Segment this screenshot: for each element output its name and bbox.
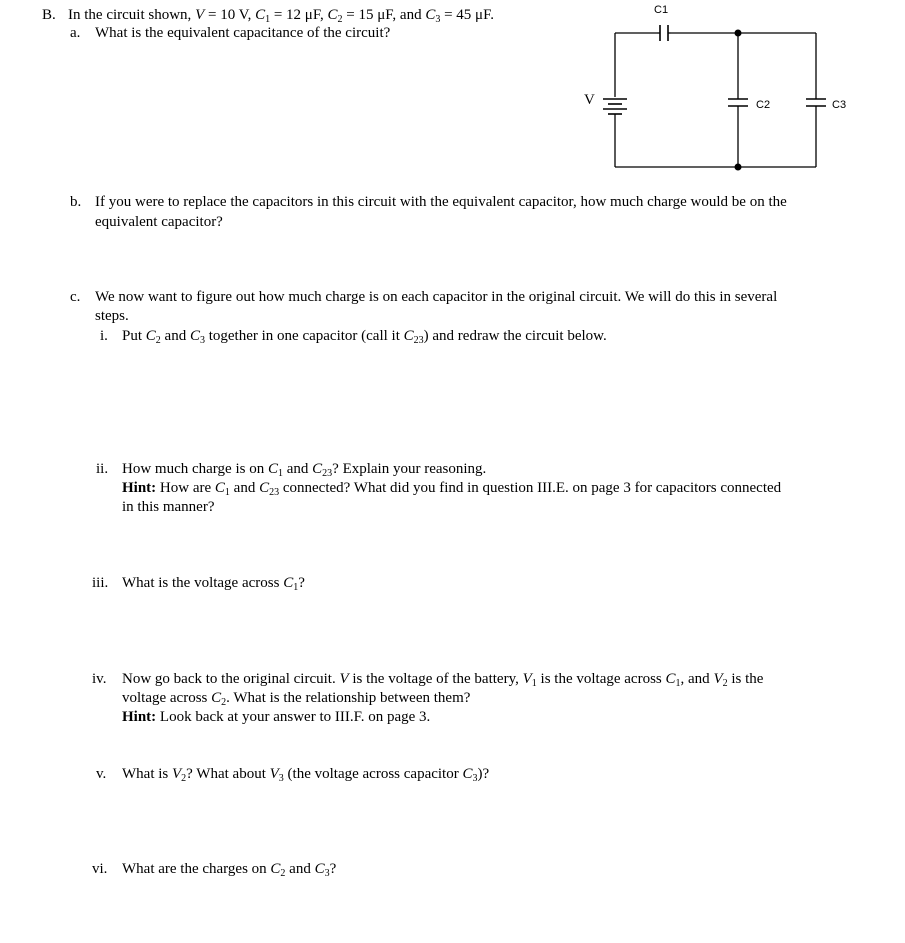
part-c-ii-hint: Hint: How are $C_1$ and $C_{23}$ connected? What did you find in question III.E. on page 3 for capacitors connected: [122, 480, 782, 498]
part-b-line1: If you were to replace the capacitors in this circuit with the equivalent capacitor, how much charge would be on the: [95, 194, 787, 210]
part-c-i-text: Put $C_2$ and $C_3$ together in one capacitor (call it $C_{23}$) and redraw the circuit below.: [122, 328, 607, 346]
part-c-vi-label: vi.: [92, 861, 108, 877]
part-b-line2: equivalent capacitor?: [95, 214, 223, 230]
part-c-v-label: v.: [96, 766, 107, 782]
part-a-label: a.: [70, 25, 81, 41]
part-c-ii-text: How much charge is on $C_1$ and $C_{23}$? Explain your reasoning.: [122, 461, 487, 479]
junction-bottom: [735, 164, 742, 171]
c1-value: = 12 μF,: [270, 7, 328, 23]
circuit-diagram: [580, 0, 847, 180]
part-c-iii-text: What is the voltage across $C_1$?: [122, 575, 305, 593]
part-c-iv-hint: Hint: Look back at your answer to III.F. on page 3.: [122, 709, 431, 725]
c1-label: C1: [654, 4, 669, 16]
c3-label: C3: [832, 99, 847, 111]
c2-value: = 15 μF, and: [342, 7, 426, 23]
c1-symbol: C: [255, 7, 266, 23]
part-a-question: What is the equivalent capacitance of the circuit?: [95, 25, 391, 41]
c2-label: C2: [756, 99, 771, 111]
part-c-line1: We now want to figure out how much charge is on each capacitor in the original circuit. We will do this in several: [95, 289, 778, 305]
part-c-iv-label: iv.: [92, 671, 107, 687]
part-c-line2: steps.: [95, 308, 129, 324]
part-c-v-text: What is $V_2$? What about $V_3$ (the voltage across capacitor $C_3$)?: [122, 766, 490, 784]
part-c-ii-label: ii.: [96, 461, 109, 477]
hint-label: Hint:: [122, 709, 157, 725]
part-c-label: c.: [70, 289, 81, 305]
hint-label: Hint:: [122, 480, 157, 496]
v-symbol: V: [195, 7, 205, 23]
part-c-i-label: i.: [100, 328, 108, 344]
c2-subscript: 2: [337, 14, 343, 25]
c1-subscript: 1: [265, 14, 271, 25]
problem-label: B.: [42, 7, 56, 23]
part-c-iv-line1: Now go back to the original circuit. V is the voltage of the battery, $V_1$ is the voltage across $C_1$, and $V_2$ is the: [122, 671, 764, 689]
intro-lead: In the circuit shown,: [68, 7, 196, 23]
c2-symbol: C: [327, 7, 338, 23]
c3-symbol: C: [425, 7, 436, 23]
part-c-vi-text: What are the charges on $C_2$ and $C_3$?: [122, 861, 337, 879]
c3-value: = 45 μF.: [440, 7, 494, 23]
part-c-ii-hint-line2: in this manner?: [122, 499, 215, 515]
problem-intro: [68, 6, 494, 24]
battery-label: V: [584, 92, 595, 108]
part-c-iv-line2: voltage across $C_2$. What is the relationship between them?: [122, 690, 471, 708]
v-value: = 10 V,: [204, 7, 256, 23]
junction-top: [735, 30, 742, 37]
part-b-label: b.: [70, 194, 82, 210]
part-c-iii-label: iii.: [92, 575, 109, 591]
c3-subscript: 3: [435, 14, 441, 25]
